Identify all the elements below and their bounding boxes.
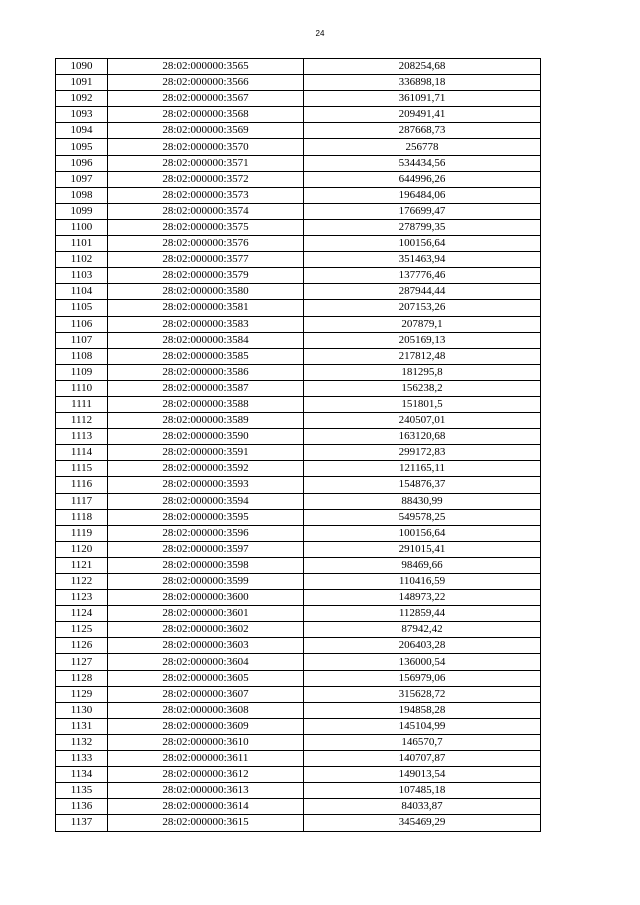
table-row — [56, 493, 541, 509]
row-number-cell: 1137 — [56, 815, 108, 831]
table-row — [56, 461, 541, 477]
cadastral-number-cell: 28:02:000000:3598 — [108, 557, 304, 573]
table-row — [56, 59, 541, 75]
cadastral-number-cell: 28:02:000000:3586 — [108, 364, 304, 380]
cadastral-number-cell: 28:02:000000:3610 — [108, 734, 304, 750]
cadastral-number-cell: 28:02:000000:3579 — [108, 268, 304, 284]
row-number-cell: 1116 — [56, 477, 108, 493]
row-number-cell: 1095 — [56, 139, 108, 155]
cadastral-value-cell: 644996,26 — [304, 171, 541, 187]
cadastral-number-cell: 28:02:000000:3572 — [108, 171, 304, 187]
table-row — [56, 219, 541, 235]
row-number-cell: 1132 — [56, 734, 108, 750]
table-row — [56, 606, 541, 622]
row-number-cell: 1091 — [56, 75, 108, 91]
row-number-cell: 1119 — [56, 525, 108, 541]
cadastral-number-cell: 28:02:000000:3587 — [108, 380, 304, 396]
table-row — [56, 332, 541, 348]
row-number-cell: 1134 — [56, 767, 108, 783]
table-row — [56, 75, 541, 91]
cadastral-value-cell: 217812,48 — [304, 348, 541, 364]
cadastral-value-cell: 194858,28 — [304, 702, 541, 718]
table-row — [56, 364, 541, 380]
cadastral-value-cell: 240507,01 — [304, 413, 541, 429]
cadastral-value-cell: 207153,26 — [304, 300, 541, 316]
cadastral-number-cell: 28:02:000000:3574 — [108, 203, 304, 219]
table-row — [56, 91, 541, 107]
cadastral-value-cell: 291015,41 — [304, 541, 541, 557]
cadastral-value-cell: 163120,68 — [304, 429, 541, 445]
cadastral-value-cell: 98469,66 — [304, 557, 541, 573]
row-number-cell: 1122 — [56, 574, 108, 590]
table-row — [56, 702, 541, 718]
row-number-cell: 1121 — [56, 557, 108, 573]
cadastral-value-cell: 299172,83 — [304, 445, 541, 461]
cadastral-value-cell: 287668,73 — [304, 123, 541, 139]
table-row — [56, 155, 541, 171]
row-number-cell: 1123 — [56, 590, 108, 606]
cadastral-value-cell: 208254,68 — [304, 59, 541, 75]
table-row — [56, 751, 541, 767]
cadastral-number-cell: 28:02:000000:3602 — [108, 622, 304, 638]
row-number-cell: 1094 — [56, 123, 108, 139]
cadastral-value-cell: 100156,64 — [304, 525, 541, 541]
row-number-cell: 1110 — [56, 380, 108, 396]
cadastral-value-cell: 148973,22 — [304, 590, 541, 606]
row-number-cell: 1124 — [56, 606, 108, 622]
row-number-cell: 1120 — [56, 541, 108, 557]
row-number-cell: 1114 — [56, 445, 108, 461]
row-number-cell: 1107 — [56, 332, 108, 348]
row-number-cell: 1115 — [56, 461, 108, 477]
cadastral-value-cell: 534434,56 — [304, 155, 541, 171]
cadastral-number-cell: 28:02:000000:3597 — [108, 541, 304, 557]
cadastral-number-cell: 28:02:000000:3591 — [108, 445, 304, 461]
table-row — [56, 734, 541, 750]
cadastral-value-cell: 205169,13 — [304, 332, 541, 348]
cadastral-value-cell: 361091,71 — [304, 91, 541, 107]
cadastral-value-cell: 140707,87 — [304, 751, 541, 767]
row-number-cell: 1103 — [56, 268, 108, 284]
row-number-cell: 1133 — [56, 751, 108, 767]
row-number-cell: 1101 — [56, 236, 108, 252]
table-row — [56, 477, 541, 493]
cadastral-value-cell: 145104,99 — [304, 718, 541, 734]
cadastral-number-cell: 28:02:000000:3596 — [108, 525, 304, 541]
cadastral-value-cell: 88430,99 — [304, 493, 541, 509]
table-row — [56, 557, 541, 573]
table-row — [56, 413, 541, 429]
cadastral-value-cell: 206403,28 — [304, 638, 541, 654]
table-row — [56, 348, 541, 364]
table-row — [56, 686, 541, 702]
table-row — [56, 236, 541, 252]
cadastral-value-cell: 176699,47 — [304, 203, 541, 219]
cadastral-number-cell: 28:02:000000:3568 — [108, 107, 304, 123]
table-row — [56, 574, 541, 590]
cadastral-number-cell: 28:02:000000:3571 — [108, 155, 304, 171]
cadastral-value-cell: 137776,46 — [304, 268, 541, 284]
cadastral-value-cell: 156979,06 — [304, 670, 541, 686]
row-number-cell: 1130 — [56, 702, 108, 718]
cadastral-value-cell: 151801,5 — [304, 396, 541, 412]
cadastral-number-cell: 28:02:000000:3613 — [108, 783, 304, 799]
cadastral-value-cell: 149013,54 — [304, 767, 541, 783]
row-number-cell: 1096 — [56, 155, 108, 171]
cadastral-number-cell: 28:02:000000:3566 — [108, 75, 304, 91]
cadastral-value-cell: 100156,64 — [304, 236, 541, 252]
row-number-cell: 1117 — [56, 493, 108, 509]
row-number-cell: 1135 — [56, 783, 108, 799]
table-row — [56, 445, 541, 461]
row-number-cell: 1125 — [56, 622, 108, 638]
cadastral-number-cell: 28:02:000000:3594 — [108, 493, 304, 509]
row-number-cell: 1118 — [56, 509, 108, 525]
table-row — [56, 316, 541, 332]
cadastral-value-table — [55, 58, 541, 832]
cadastral-number-cell: 28:02:000000:3576 — [108, 236, 304, 252]
row-number-cell: 1104 — [56, 284, 108, 300]
table-row — [56, 429, 541, 445]
cadastral-number-cell: 28:02:000000:3580 — [108, 284, 304, 300]
table-row — [56, 380, 541, 396]
cadastral-value-cell: 154876,37 — [304, 477, 541, 493]
cadastral-number-cell: 28:02:000000:3590 — [108, 429, 304, 445]
cadastral-value-cell: 287944,44 — [304, 284, 541, 300]
table-row — [56, 139, 541, 155]
cadastral-number-cell: 28:02:000000:3603 — [108, 638, 304, 654]
cadastral-number-cell: 28:02:000000:3577 — [108, 252, 304, 268]
row-number-cell: 1105 — [56, 300, 108, 316]
cadastral-number-cell: 28:02:000000:3593 — [108, 477, 304, 493]
cadastral-number-cell: 28:02:000000:3592 — [108, 461, 304, 477]
table-row — [56, 590, 541, 606]
cadastral-number-cell: 28:02:000000:3608 — [108, 702, 304, 718]
table-row — [56, 123, 541, 139]
table-row — [56, 670, 541, 686]
table-row — [56, 396, 541, 412]
row-number-cell: 1112 — [56, 413, 108, 429]
row-number-cell: 1106 — [56, 316, 108, 332]
cadastral-number-cell: 28:02:000000:3585 — [108, 348, 304, 364]
row-number-cell: 1128 — [56, 670, 108, 686]
cadastral-number-cell: 28:02:000000:3600 — [108, 590, 304, 606]
cadastral-value-cell: 336898,18 — [304, 75, 541, 91]
cadastral-value-cell: 121165,11 — [304, 461, 541, 477]
cadastral-value-cell: 196484,06 — [304, 187, 541, 203]
row-number-cell: 1131 — [56, 718, 108, 734]
cadastral-number-cell: 28:02:000000:3612 — [108, 767, 304, 783]
cadastral-value-cell: 351463,94 — [304, 252, 541, 268]
row-number-cell: 1129 — [56, 686, 108, 702]
table-row — [56, 541, 541, 557]
cadastral-value-cell: 156238,2 — [304, 380, 541, 396]
cadastral-number-cell: 28:02:000000:3595 — [108, 509, 304, 525]
row-number-cell: 1093 — [56, 107, 108, 123]
table-row — [56, 783, 541, 799]
row-number-cell: 1126 — [56, 638, 108, 654]
cadastral-number-cell: 28:02:000000:3601 — [108, 606, 304, 622]
cadastral-number-cell: 28:02:000000:3575 — [108, 219, 304, 235]
row-number-cell: 1097 — [56, 171, 108, 187]
cadastral-value-cell: 315628,72 — [304, 686, 541, 702]
cadastral-value-cell: 256778 — [304, 139, 541, 155]
cadastral-value-cell: 181295,8 — [304, 364, 541, 380]
cadastral-number-cell: 28:02:000000:3584 — [108, 332, 304, 348]
row-number-cell: 1092 — [56, 91, 108, 107]
table-row — [56, 300, 541, 316]
cadastral-number-cell: 28:02:000000:3599 — [108, 574, 304, 590]
cadastral-number-cell: 28:02:000000:3567 — [108, 91, 304, 107]
table-row — [56, 525, 541, 541]
row-number-cell: 1098 — [56, 187, 108, 203]
cadastral-number-cell: 28:02:000000:3609 — [108, 718, 304, 734]
cadastral-value-cell: 209491,41 — [304, 107, 541, 123]
row-number-cell: 1099 — [56, 203, 108, 219]
row-number-cell: 1090 — [56, 59, 108, 75]
row-number-cell: 1102 — [56, 252, 108, 268]
table-row — [56, 107, 541, 123]
row-number-cell: 1113 — [56, 429, 108, 445]
cadastral-value-cell: 146570,7 — [304, 734, 541, 750]
table-row — [56, 284, 541, 300]
cadastral-value-cell: 278799,35 — [304, 219, 541, 235]
cadastral-value-cell: 549578,25 — [304, 509, 541, 525]
table-row — [56, 815, 541, 831]
table-row — [56, 638, 541, 654]
cadastral-value-cell: 107485,18 — [304, 783, 541, 799]
row-number-cell: 1108 — [56, 348, 108, 364]
table-body — [56, 59, 541, 832]
cadastral-number-cell: 28:02:000000:3588 — [108, 396, 304, 412]
cadastral-value-cell: 87942,42 — [304, 622, 541, 638]
cadastral-number-cell: 28:02:000000:3607 — [108, 686, 304, 702]
cadastral-number-cell: 28:02:000000:3589 — [108, 413, 304, 429]
table-row — [56, 509, 541, 525]
page-number: 24 — [315, 29, 325, 38]
cadastral-value-cell: 136000,54 — [304, 654, 541, 670]
row-number-cell: 1100 — [56, 219, 108, 235]
table-row — [56, 203, 541, 219]
row-number-cell: 1111 — [56, 396, 108, 412]
cadastral-number-cell: 28:02:000000:3615 — [108, 815, 304, 831]
cadastral-number-cell: 28:02:000000:3573 — [108, 187, 304, 203]
cadastral-value-cell: 84033,87 — [304, 799, 541, 815]
cadastral-value-cell: 345469,29 — [304, 815, 541, 831]
cadastral-number-cell: 28:02:000000:3614 — [108, 799, 304, 815]
row-number-cell: 1136 — [56, 799, 108, 815]
cadastral-number-cell: 28:02:000000:3604 — [108, 654, 304, 670]
cadastral-number-cell: 28:02:000000:3565 — [108, 59, 304, 75]
cadastral-value-cell: 207879,1 — [304, 316, 541, 332]
table-row — [56, 252, 541, 268]
table-row — [56, 654, 541, 670]
cadastral-value-cell: 110416,59 — [304, 574, 541, 590]
cadastral-number-cell: 28:02:000000:3581 — [108, 300, 304, 316]
cadastral-number-cell: 28:02:000000:3611 — [108, 751, 304, 767]
table-row — [56, 799, 541, 815]
cadastral-number-cell: 28:02:000000:3570 — [108, 139, 304, 155]
table-row — [56, 622, 541, 638]
cadastral-number-cell: 28:02:000000:3569 — [108, 123, 304, 139]
table-row — [56, 187, 541, 203]
table-row — [56, 767, 541, 783]
row-number-cell: 1127 — [56, 654, 108, 670]
table-row — [56, 718, 541, 734]
row-number-cell: 1109 — [56, 364, 108, 380]
cadastral-value-cell: 112859,44 — [304, 606, 541, 622]
cadastral-number-cell: 28:02:000000:3605 — [108, 670, 304, 686]
table-row — [56, 268, 541, 284]
table-row — [56, 171, 541, 187]
cadastral-number-cell: 28:02:000000:3583 — [108, 316, 304, 332]
